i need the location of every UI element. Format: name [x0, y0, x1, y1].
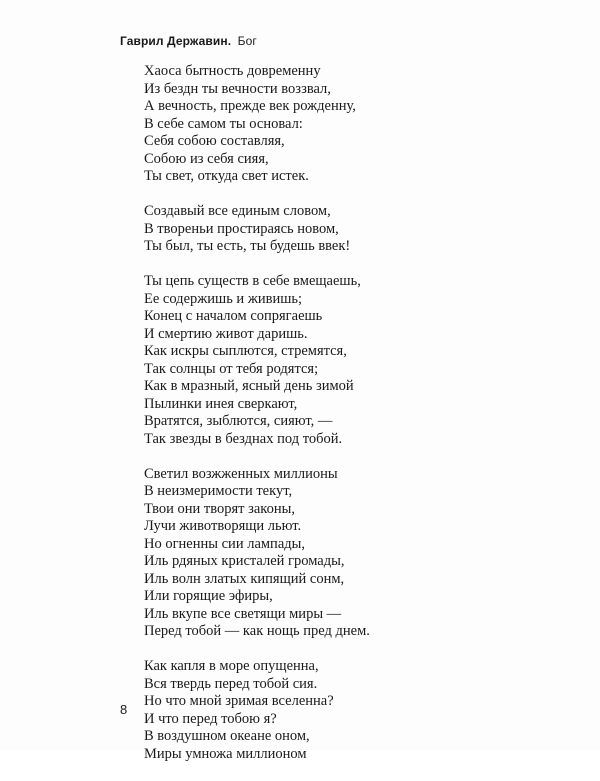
poem-line: Из бездн ты вечности воззвал,: [144, 80, 331, 97]
poem-line: Как капля в море опущенна,: [144, 658, 319, 675]
stanza: [144, 273, 370, 448]
poem-line: Хаоса бытность довременну: [144, 63, 321, 79]
poem-line: Иль волн златых кипящий сонм,: [144, 570, 345, 587]
stanza: [144, 63, 370, 186]
poem-line: Перед тобой — как нощь пред днем.: [144, 623, 370, 640]
poem-line: Как искры сыплются, стремятся,: [144, 343, 347, 360]
stanza: [144, 203, 370, 256]
poem-line: Как в мразный, ясный день зимой: [144, 378, 354, 395]
poem-line: Вратятся, зыблются, сияют, —: [144, 413, 333, 430]
poem-line: Или горящие эфиры,: [144, 588, 273, 605]
poem-line: Лучи животворящи льют.: [144, 518, 302, 535]
poem-line: Пылинки инея сверкают,: [144, 395, 298, 412]
poem-line: Так звезды в безднах под тобой.: [144, 430, 343, 447]
poem-line: А вечность, прежде век рожденну,: [144, 98, 356, 114]
poem-line: Так солнцы от тебя родятся;: [144, 360, 319, 377]
poem-line: Но что мной зримая вселенна?: [144, 693, 334, 710]
poem-line: И что перед тобою я?: [144, 710, 277, 727]
poem-line: Ты цепь существ в себе вмещаешь,: [144, 273, 361, 290]
poem-line: Создавый все единым словом,: [144, 203, 331, 220]
poem-body: [144, 63, 370, 781]
poem-line: Конец с началом сопрягаешь: [144, 308, 323, 325]
poem-line: В твореньи простираясь новом,: [144, 220, 339, 237]
poem-line: В себе самом ты основал:: [144, 115, 303, 132]
poem-line: Твои они творят законы,: [144, 500, 295, 517]
stanza: [144, 658, 370, 763]
stanza: [144, 466, 370, 641]
poem-line: Иль рдяных кристалей громады,: [144, 553, 345, 570]
poem-line: Ее содержишь и живишь;: [144, 290, 303, 307]
poem-line: Миры умножа миллионом: [144, 745, 307, 762]
poem-line: Но огненны сии лампады,: [144, 535, 305, 552]
page-number: 8: [120, 702, 128, 717]
poem-line: Собою из себя сияя,: [144, 150, 269, 167]
poem-line: Светил возжженных миллионы: [144, 465, 338, 482]
running-header: [120, 34, 257, 48]
poem-line: Иль вкупе все светящи миры —: [144, 605, 342, 622]
poem-line: И смертию живот даришь.: [144, 325, 308, 342]
poem-line: Вся твердь перед тобой сия.: [144, 675, 318, 692]
header-author: Гаврил Державин.: [120, 34, 232, 48]
poem-line: Ты свет, откуда свет истек.: [144, 168, 309, 184]
poem-line: В неизмеримости текут,: [144, 483, 293, 500]
poem-line: В воздушном океане оном,: [144, 728, 310, 745]
header-title: Бог: [237, 34, 257, 48]
poem-line: Ты был, ты есть, ты будешь ввек!: [144, 238, 351, 255]
poem-line: Себя собою составляя,: [144, 133, 285, 149]
